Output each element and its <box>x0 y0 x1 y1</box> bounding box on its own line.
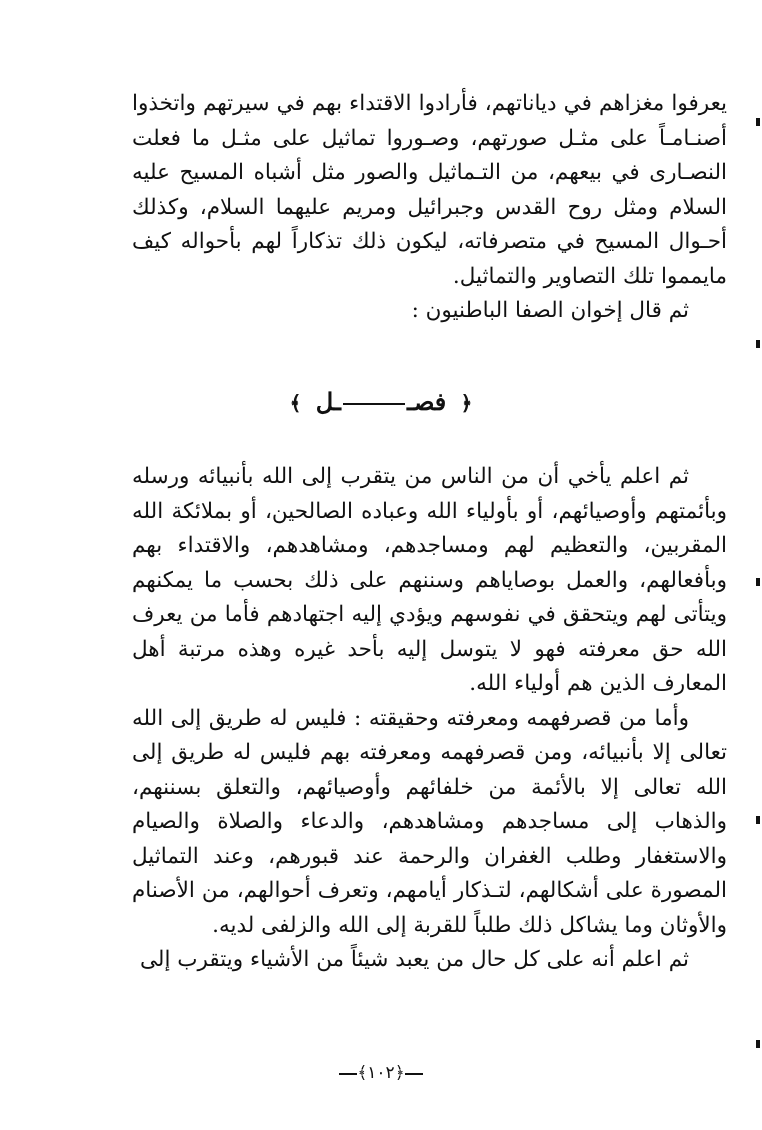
paragraph: وأما من قصرفهمه ومعرفته وحقيقته : فليس له طريق إلى الله تعالى إلا بأنبيائه، ومن قصرفهمه ومعرفته بهم فليس له طريق إلى الله تعالى إلا بالأئمة من خلفائهم وأوصيائهم، والتعلق بسننهم، والذهاب إلى مساجدهم ومشاهدهم، والدعاء والصلاة والصيام والاستغفار وطلب الغفران والرحمة عند قبورهم، وعند التماثيل المصورة على أشكالهم، لتـذكار أيامهم، وتعرف أحوالهم، من الأصنام والأوثان وما يشاكل ذلك طلباً للقربة إلى الله والزلفى لديه. <box>132 705 727 938</box>
ornament-close: ﴾ <box>289 391 302 415</box>
dash-right <box>339 1073 357 1075</box>
section-title-end: ـل <box>315 387 341 416</box>
page-number-bracket-open: ﴿ <box>394 1063 405 1083</box>
dash-left <box>405 1073 423 1075</box>
text-block-top <box>132 87 727 329</box>
paragraph: يعرفوا مغزاهم في دياناتهم، فأرادوا الاقتداء بهم في سيرتهم واتخذوا أصنـامـاً على مثـل صورتهم، وصـوروا تماثيل على مثـل ما فعلت النصـارى في بيعهم، من التـماثيل والصور مثل أشباه المسيح عليه السلام ومثل روح القدس وجبرائيل ومريم عليهما السلام، وكذلك أحـوال المسيح في متصرفاته، ليكون ذلك تذكاراً لهم بأحواله كيف مايمموا تلك التصاوير والتماثيل. <box>132 91 727 289</box>
ornament-open: ﴿ <box>460 391 473 415</box>
scan-edge-mark <box>756 816 760 824</box>
section-heading <box>0 382 762 423</box>
section-title <box>316 382 447 422</box>
page-number-bracket-close: ﴾ <box>357 1063 368 1083</box>
kashida-stretch <box>343 403 405 405</box>
paragraph: ثم اعلم أنه على كل حال من يعبد شيئاً من الأشياء ويتقرب إلى <box>140 947 689 972</box>
scan-edge-mark <box>756 118 760 126</box>
scan-edge-mark <box>756 578 760 586</box>
page-number <box>0 1062 762 1084</box>
scan-edge-mark <box>756 340 760 348</box>
paragraph: ثم اعلم يأخي أن من الناس من يتقرب إلى الله بأنبيائه ورسله وبأئمتهم وأوصيائهم، أو بأولياء الله وعباده الصالحين، أو بملائكة الله المقربين، والتعظيم لهم ومساجدهم، ومشاهدهم، والاقتداء بهم وبأفعالهم، والعمل بوصاياهم وسننهم على ذلك بحسب ما يمكنهم ويتأتى لهم ويتحقق في نفوسهم ويؤدي إليه اجتهادهم فأما من يعرف الله حق معرفته فهو لا يتوسل إليه بأحد غيره وهذه مرتبة أهل المعارف الذين هم أولياء الله. <box>132 464 727 696</box>
section-title-start: فصـ <box>406 387 447 416</box>
text-block-main <box>132 460 727 978</box>
paragraph-intro-line: ثم قال إخوان الصفا الباطنيون : <box>411 298 689 323</box>
scan-edge-mark <box>756 1040 760 1048</box>
page-number-value: ١٠٢ <box>367 1063 395 1083</box>
